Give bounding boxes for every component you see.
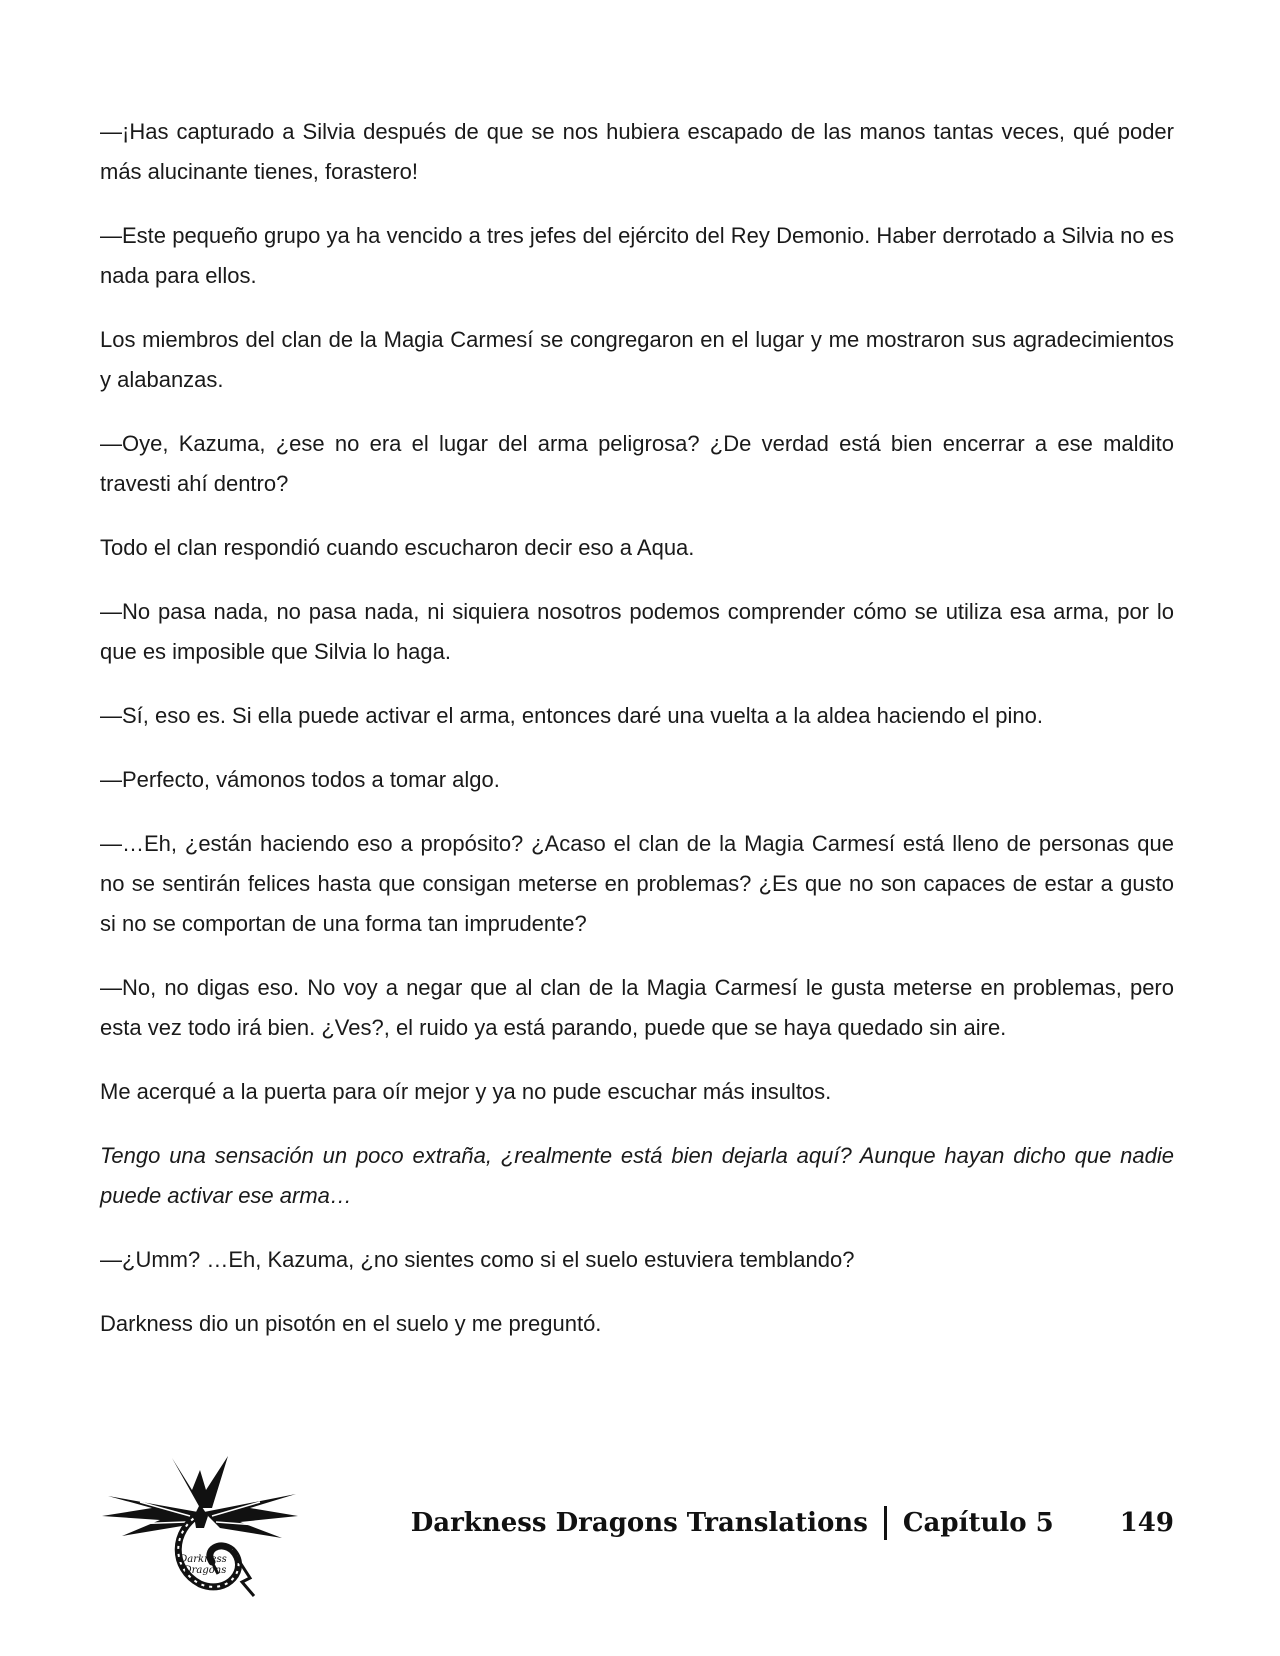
paragraph: Darkness dio un pisotón en el suelo y me preguntó. xyxy=(100,1311,602,1336)
paragraph: —¿Umm? …Eh, Kazuma, ¿no sientes como si el suelo estuviera temblando? xyxy=(100,1247,855,1272)
footer-separator xyxy=(884,1506,887,1540)
paragraph: —Este pequeño grupo ya ha vencido a tres jefes del ejército del Rey Demonio. Haber derrotado a Silvia no es nada para ellos. xyxy=(100,223,1174,288)
footer-credit: Darkness Dragons Translations xyxy=(410,1508,868,1538)
page-footer xyxy=(100,1450,1174,1600)
paragraph: Los miembros del clan de la Magia Carmesí se congregaron en el lugar y me mostraron sus agradecimientos y alabanzas. xyxy=(100,327,1174,392)
dragon-logo-icon xyxy=(100,1450,300,1600)
paragraph: —Oye, Kazuma, ¿ese no era el lugar del arma peligrosa? ¿De verdad está bien encerrar a ese maldito travesti ahí dentro? xyxy=(100,431,1174,496)
page-number: 149 xyxy=(1119,1508,1174,1538)
paragraph: —¡Has capturado a Silvia después de que se nos hubiera escapado de las manos tantas veces, qué poder más alucinante tienes, forastero! xyxy=(100,119,1174,184)
logo-text-line1: Darkness xyxy=(179,1554,227,1565)
paragraph: —Sí, eso es. Si ella puede activar el arma, entonces daré una vuelta a la aldea haciendo el pino. xyxy=(100,703,1043,728)
footer-chapter: Capítulo 5 xyxy=(902,1508,1054,1538)
logo-text-line2: Dragons xyxy=(183,1565,227,1576)
paragraph: —Perfecto, vámonos todos a tomar algo. xyxy=(100,767,500,792)
paragraph: —No, no digas eso. No voy a negar que al clan de la Magia Carmesí le gusta meterse en problemas, pero esta vez todo irá bien. ¿Ves?, el ruido ya está parando, puede que se haya quedado sin aire. xyxy=(100,975,1174,1040)
paragraph: —…Eh, ¿están haciendo eso a propósito? ¿Acaso el clan de la Magia Carmesí está lleno de personas que no se sentirán felices hasta que consigan meterse en problemas? ¿Es que no son capaces de estar a gusto si no se comportan de una forma tan imprudente? xyxy=(100,831,1174,936)
paragraph-italic-thought: Tengo una sensación un poco extraña, ¿realmente está bien dejarla aquí? Aunque hayan dicho que nadie puede activar ese arma… xyxy=(100,1143,1174,1208)
paragraph: Me acerqué a la puerta para oír mejor y ya no pude escuchar más insultos. xyxy=(100,1079,832,1104)
paragraph: Todo el clan respondió cuando escucharon decir eso a Aqua. xyxy=(100,535,695,560)
paragraph: —No pasa nada, no pasa nada, ni siquiera nosotros podemos comprender cómo se utiliza esa arma, por lo que es imposible que Silvia lo haga. xyxy=(100,599,1174,664)
page-body xyxy=(100,112,1174,1368)
footer-credits xyxy=(411,1506,1174,1540)
dragon-logo-svg xyxy=(100,1450,300,1600)
